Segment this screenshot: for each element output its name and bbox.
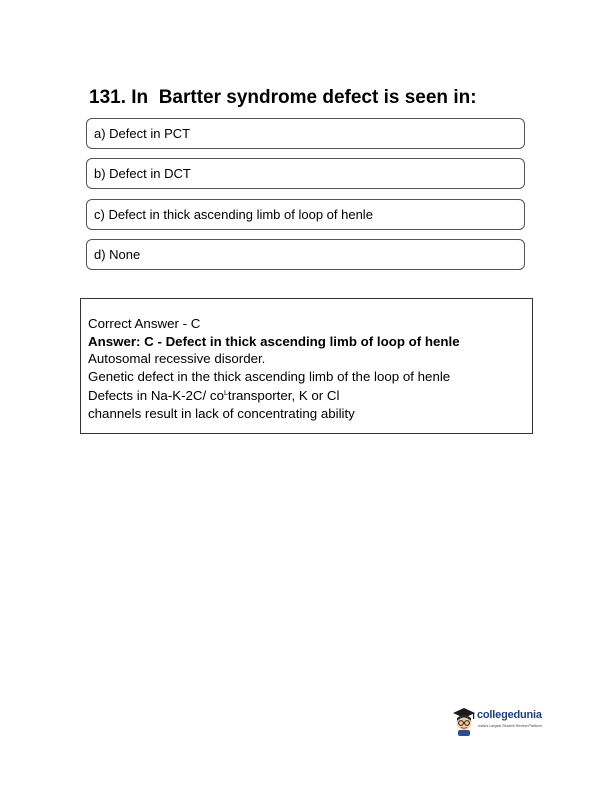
defects-prefix: Defects in Na-K-2C/ co	[88, 388, 224, 404]
question-heading	[89, 87, 477, 109]
logo-tagline: India's Largest Student Review Platform	[478, 724, 542, 728]
explanation-line-2: Genetic defect in the thick ascending limb of the loop of henle	[88, 368, 451, 384]
collegedunia-logo	[452, 706, 560, 736]
graduate-mascot-icon	[452, 706, 476, 736]
option-c-label: c) Defect in thick ascending limb of loop of henle	[94, 207, 373, 222]
question-number: 131.	[89, 87, 126, 108]
option-b[interactable]	[86, 158, 525, 189]
option-a-label: a) Defect in PCT	[94, 126, 191, 141]
logo-wordmark: collegedunia	[477, 709, 542, 721]
explanation-line-3	[88, 385, 532, 405]
option-b-label: b) Defect in DCT	[94, 166, 191, 181]
option-a[interactable]	[86, 118, 525, 149]
defects-superscript: L	[223, 390, 228, 398]
explanation-line-4: channels result in lack of concentrating ability	[88, 405, 355, 421]
explanation-line-1: Autosomal recessive disorder.	[88, 351, 266, 367]
option-c[interactable]	[86, 199, 525, 230]
answer-line: Answer: C - Defect in thick ascending limb of loop of henle	[88, 333, 460, 349]
answer-explanation-box	[80, 298, 533, 434]
option-d-label: d) None	[94, 247, 141, 262]
option-d[interactable]	[86, 239, 525, 270]
defects-suffix: transporter, K or Cl	[227, 388, 340, 404]
question-text: In Bartter syndrome defect is seen in:	[131, 87, 477, 108]
correct-answer-line: Correct Answer - C	[88, 316, 201, 331]
